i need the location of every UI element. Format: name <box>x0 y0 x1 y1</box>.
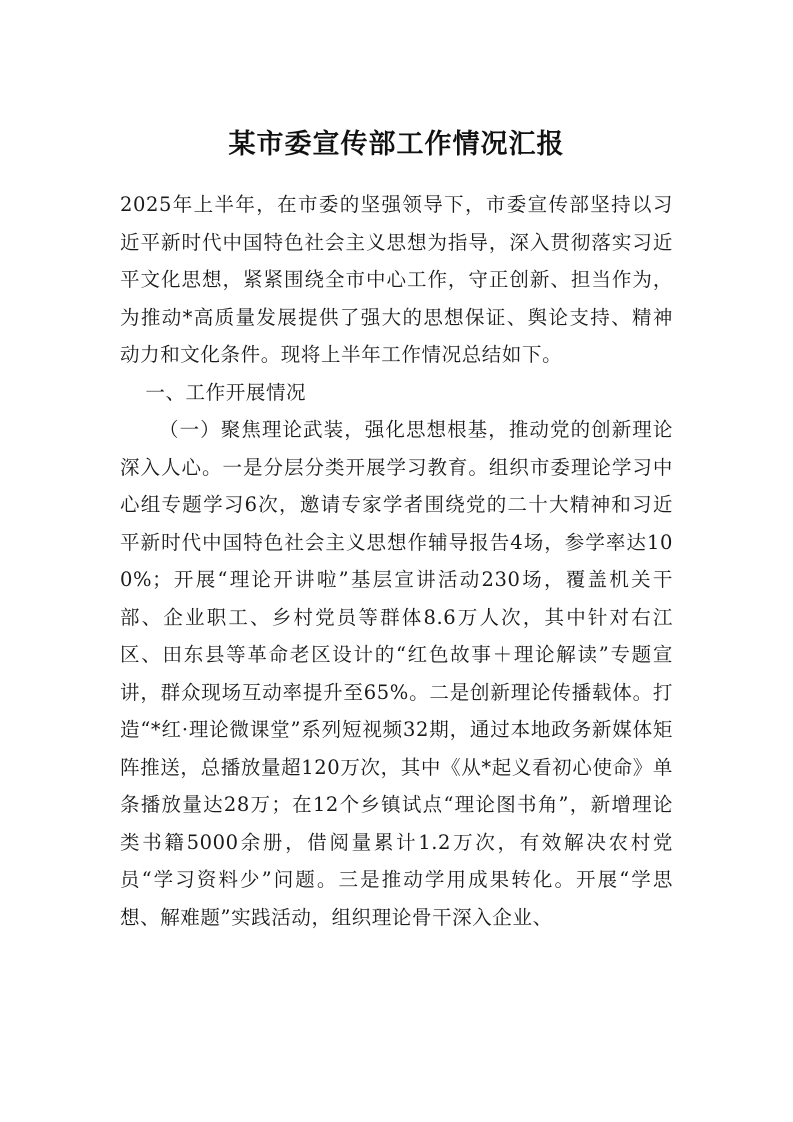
document-body <box>120 186 673 936</box>
intro-paragraph: 2025年上半年，在市委的坚强领导下，市委宣传部坚持以习近平新时代中国特色社会主义思想为指导，深入贯彻落实习近平文化思想，紧紧围绕全市中心工作，守正创新、担当作为，为推动*高质量发展提供了强大的思想保证、舆论支持、精神动力和文化条件。现将上半年工作情况总结如下。 <box>120 193 673 366</box>
document-title: 某市委宣传部工作情况汇报 <box>228 129 565 160</box>
section-heading: 一、工作开展情况 <box>145 380 307 404</box>
body-paragraph: （一）聚焦理论武装，强化思想根基，推动党的创新理论深入人心。一是分层分类开展学习教育。组织市委理论学习中心组专题学习6次，邀请专家学者围绕党的二十大精神和习近平新时代中国特色社会主义思想作辅导报告4场，参学率达100%；开展“理论开讲啦”基层宣讲活动230场，覆盖机关干部、企业职工、乡村党员等群体8.6万人次，其中针对右江区、田东县等革命老区设计的“红色故事＋理论解读”专题宣讲，群众现场互动率提升至65%。二是创新理论传播载体。打造“*红·理论微课堂”系列短视频32期，通过本地政务新媒体矩阵推送，总播放量超120万次，其中《从*起义看初心使命》单条播放量达28万；在12个乡镇试点“理论图书角”，新增理论类书籍5000余册，借阅量累计1.2万次，有效解决农村党员“学习资料少”问题。三是推动学用成果转化。开展“学思想、解难题”实践活动，组织理论骨干深入企业、 <box>120 418 673 929</box>
